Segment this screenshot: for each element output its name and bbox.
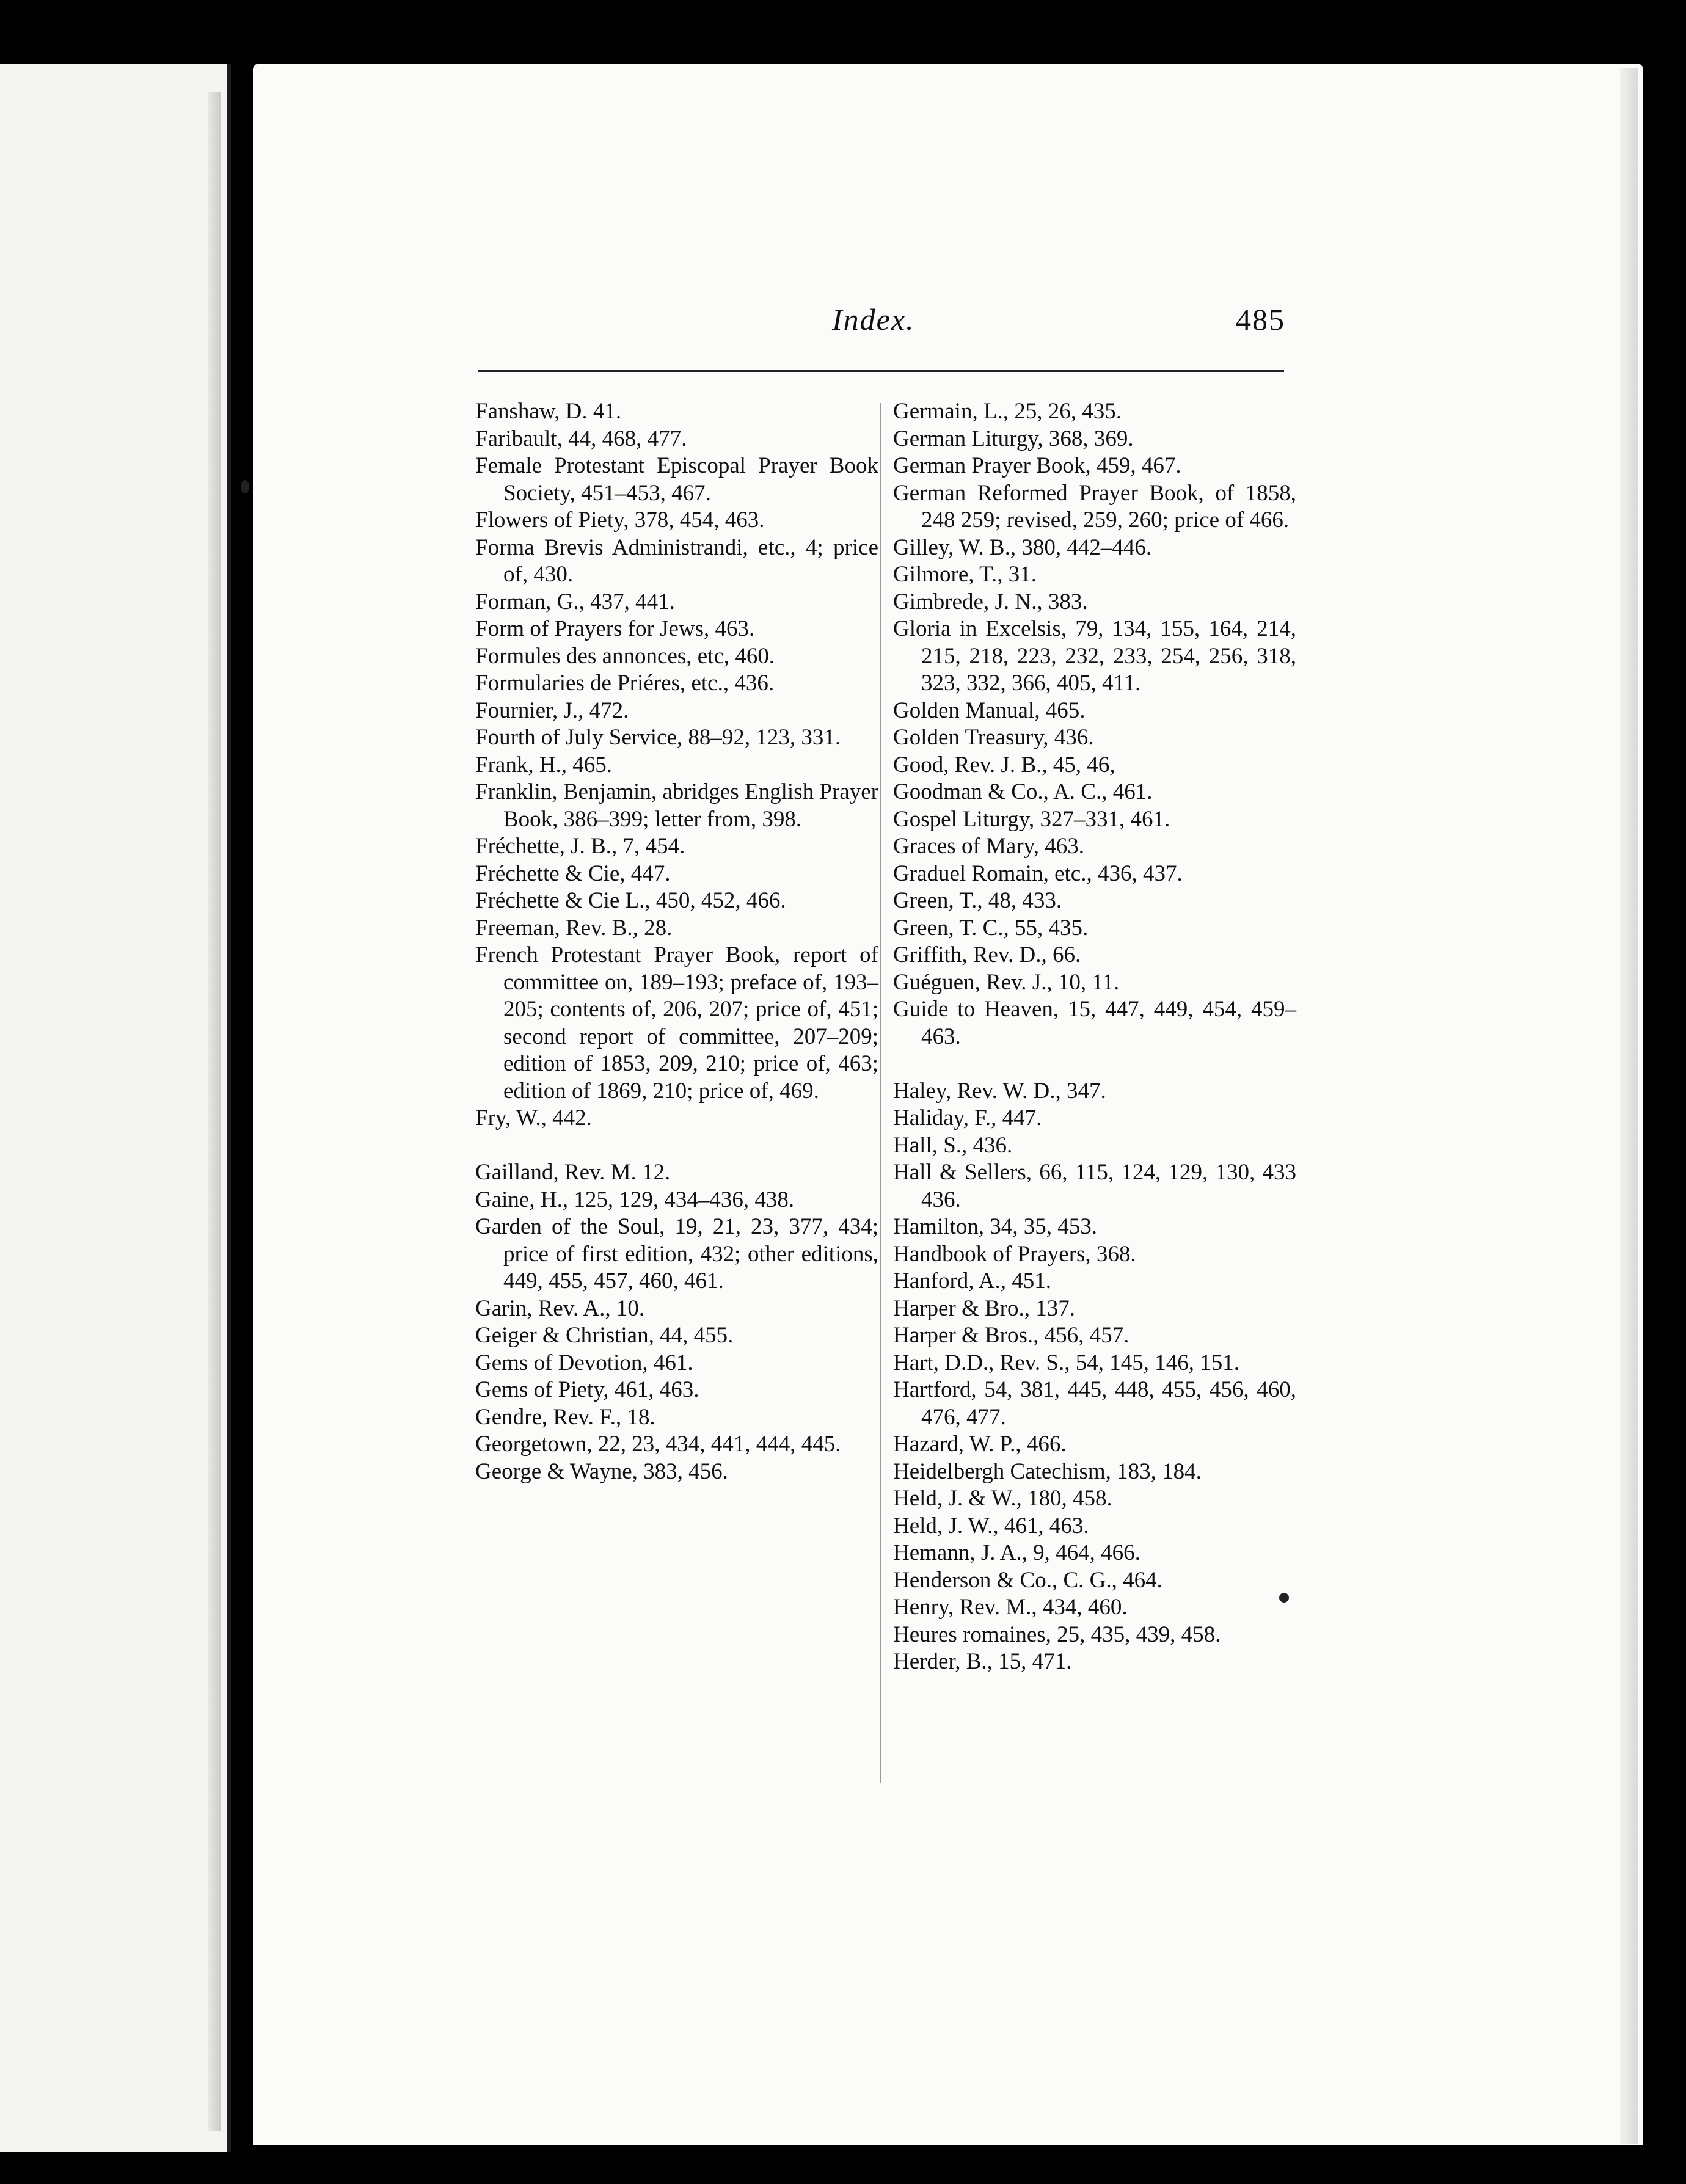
index-entry: Held, J. & W., 180, 458. <box>893 1486 1112 1511</box>
index-entry: Hall & Sellers, 66, 115, 124, 129, 130, 433 436. <box>893 1160 1296 1212</box>
index-entry: Forman, G., 437, 441. <box>475 589 675 614</box>
index-entry: Garden of the Soul, 19, 21, 23, 377, 434; price of first edition, 432; other editions, 449, 455, 457, 460, 461. <box>475 1214 878 1294</box>
running-title: Index. <box>832 302 915 337</box>
index-entry: Guéguen, Rev. J., 10, 11. <box>893 969 1120 995</box>
index-entry: Forma Brevis Administrandi, etc., 4; price of, 430. <box>475 534 878 587</box>
index-entry: Harper & Bro., 137. <box>893 1295 1075 1321</box>
index-entry: Fry, W., 442. <box>475 1105 592 1130</box>
index-column-right <box>893 398 1296 1676</box>
index-entry: Hazard, W. P., 466. <box>893 1432 1067 1457</box>
index-entry: Haley, Rev. W. D., 347. <box>893 1078 1106 1104</box>
facing-page-edge <box>208 92 221 2131</box>
index-entry: Fréchette & Cie, 447. <box>475 861 671 886</box>
index-entry: Hall, S., 436. <box>893 1132 1013 1158</box>
index-entry: Graces of Mary, 463. <box>893 834 1085 859</box>
index-entry: Gloria in Excelsis, 79, 134, 155, 164, 214, 215, 218, 223, 232, 233, 254, 256, 318, 323, 332, 366, 405, 411. <box>893 616 1296 696</box>
index-entry: Formularies de Priéres, etc., 436. <box>475 671 775 696</box>
index-entry: German Reformed Prayer Book, of 1858, 248 259; revised, 259, 260; price of 466. <box>893 480 1296 533</box>
index-entry: Handbook of Prayers, 368. <box>893 1241 1136 1267</box>
index-entry: Golden Treasury, 436. <box>893 725 1094 750</box>
index-entry: Fréchette & Cie L., 450, 452, 466. <box>475 888 786 913</box>
index-entry: Gendre, Rev. F., 18. <box>475 1404 655 1430</box>
index-entry: Fourth of July Service, 88–92, 123, 331. <box>475 725 841 750</box>
index-entry: Form of Prayers for Jews, 463. <box>475 616 755 641</box>
index-entry: Fanshaw, D. 41. <box>475 399 622 424</box>
index-entry: Gems of Piety, 461, 463. <box>475 1377 699 1402</box>
ink-speck <box>1279 1593 1289 1603</box>
index-entry: Green, T. C., 55, 435. <box>893 915 1089 941</box>
index-entry: Good, Rev. J. B., 45, 46, <box>893 752 1115 777</box>
index-entry: Hanford, A., 451. <box>893 1269 1051 1294</box>
index-entry: Gems of Devotion, 461. <box>475 1350 693 1375</box>
index-entry: Henry, Rev. M., 434, 460. <box>893 1595 1128 1620</box>
index-entry: Graduel Romain, etc., 436, 437. <box>893 861 1183 886</box>
index-entry: Franklin, Benjamin, abridges English Prayer Book, 386–399; letter from, 398. <box>475 779 878 832</box>
index-entry: French Protestant Prayer Book, report of committee on, 189–193; preface of, 193–205; contents of, 206, 207; price of, 451; second report of committee, 207–209; edition of 1853, 209, 210; price of, 463; edition of 1869, 210; price of, 469. <box>475 942 878 1104</box>
index-entry: Gilmore, T., 31. <box>893 562 1037 587</box>
index-entry: Germain, L., 25, 26, 435. <box>893 399 1122 424</box>
index-entry: Goodman & Co., A. C., 461. <box>893 779 1153 804</box>
index-entry: Heidelbergh Catechism, 183, 184. <box>893 1458 1202 1484</box>
facing-page-left <box>0 64 231 2152</box>
ink-speck <box>241 480 249 493</box>
index-entry: Herder, B., 15, 471. <box>893 1649 1072 1674</box>
index-entry: Golden Manual, 465. <box>893 697 1086 723</box>
index-entry: Fréchette, J. B., 7, 454. <box>475 834 685 859</box>
index-entry: Guide to Heaven, 15, 447, 449, 454, 459–463. <box>893 997 1296 1049</box>
index-entry: Haliday, F., 447. <box>893 1105 1042 1130</box>
index-entry: Henderson & Co., C. G., 464. <box>893 1567 1162 1593</box>
index-entry: Garin, Rev. A., 10. <box>475 1295 645 1321</box>
page-header <box>478 302 1290 351</box>
index-entry: George & Wayne, 383, 456. <box>475 1458 728 1484</box>
index-entry: Fournier, J., 472. <box>475 697 629 723</box>
page-edge-shadow <box>1620 68 1638 2144</box>
index-entry: Gailland, Rev. M. 12. <box>475 1160 671 1185</box>
index-entry: Georgetown, 22, 23, 434, 441, 444, 445. <box>475 1432 841 1457</box>
index-entry: Freeman, Rev. B., 28. <box>475 915 673 941</box>
index-entry: Green, T., 48, 433. <box>893 888 1062 913</box>
index-entry: Formules des annonces, etc, 460. <box>475 643 775 669</box>
index-entry: Female Protestant Episcopal Prayer Book Society, 451–453, 467. <box>475 453 878 506</box>
index-entry: Hamilton, 34, 35, 453. <box>893 1214 1098 1239</box>
index-entry: Gaine, H., 125, 129, 434–436, 438. <box>475 1187 795 1212</box>
index-entry: Gospel Liturgy, 327–331, 461. <box>893 806 1170 832</box>
index-entry: German Liturgy, 368, 369. <box>893 426 1134 451</box>
index-entry: Hartford, 54, 381, 445, 448, 455, 456, 460, 476, 477. <box>893 1377 1296 1430</box>
index-entry: Heures romaines, 25, 435, 439, 458. <box>893 1622 1221 1647</box>
index-entry: Flowers of Piety, 378, 454, 463. <box>475 508 765 533</box>
index-entry: Hemann, J. A., 9, 464, 466. <box>893 1540 1140 1565</box>
index-entry: Geiger & Christian, 44, 455. <box>475 1323 734 1348</box>
index-entry: Gimbrede, J. N., 383. <box>893 589 1088 614</box>
index-entry: Gilley, W. B., 380, 442–446. <box>893 534 1152 560</box>
index-column-left <box>475 398 878 1485</box>
index-entry: Frank, H., 465. <box>475 752 613 777</box>
header-rule <box>478 370 1284 372</box>
index-entry: Held, J. W., 461, 463. <box>893 1513 1089 1538</box>
index-entry: Faribault, 44, 468, 477. <box>475 426 687 451</box>
page-number: 485 <box>1236 302 1285 337</box>
column-divider <box>880 403 881 1783</box>
index-entry: Harper & Bros., 456, 457. <box>893 1323 1129 1348</box>
index-entry: Hart, D.D., Rev. S., 54, 145, 146, 151. <box>893 1350 1239 1375</box>
index-entry: German Prayer Book, 459, 467. <box>893 453 1181 478</box>
index-entry: Griffith, Rev. D., 66. <box>893 942 1081 967</box>
